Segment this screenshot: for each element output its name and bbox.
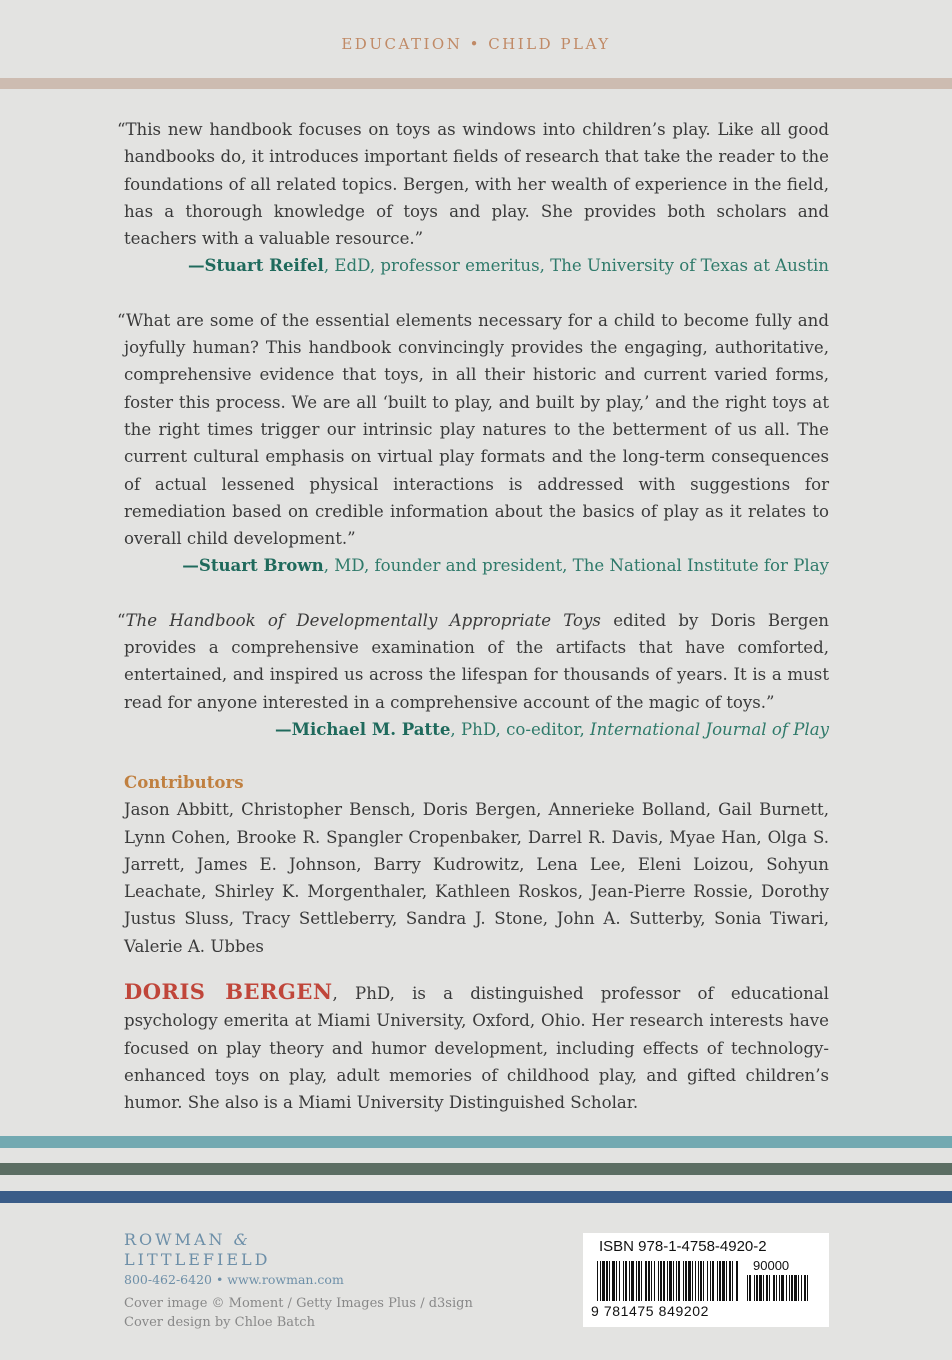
barcode-bar [736, 1261, 738, 1301]
quote-3-open-mark: “ [117, 610, 126, 630]
publisher-line-1: ROWMAN [124, 1230, 226, 1249]
barcode-bar [685, 1261, 687, 1301]
quote-3-book-title: The Handbook of Developmentally Appropriate Toys [125, 610, 601, 630]
barcode-bar [631, 1261, 634, 1301]
barcode-addon-bar [763, 1275, 764, 1301]
barcode-bar [673, 1261, 674, 1301]
barcode-bar [625, 1261, 627, 1301]
barcode-bar [600, 1261, 601, 1301]
category-label: EDUCATION • CHILD PLAY [341, 35, 611, 53]
barcode-graphic [595, 1261, 817, 1305]
barcode-addon-bar [759, 1275, 762, 1301]
barcode-bar [609, 1261, 610, 1301]
barcode-bar [678, 1261, 680, 1301]
barcode-bar [612, 1261, 615, 1301]
author-bio-text: , PhD, is a distinguished professor of educational psychology emerita at Miami University, Oxford, Ohio. Her research interests have focused on play theory and humor development, including effects of technology-enhanced toys on play, adult memories of childhood play, and gifted children’s humor. She also is a Miami University Distinguished Scholar. [124, 984, 829, 1113]
publisher-contact: 800-462-6420 • www.rowman.com [124, 1272, 344, 1287]
quote-3-author: —Michael M. Patte [275, 718, 451, 739]
barcode-addon-bar [807, 1275, 808, 1301]
barcode-digits: 9 781475 849202 [591, 1303, 709, 1319]
barcode-bar [676, 1261, 677, 1301]
barcode-addon-bar [798, 1275, 799, 1301]
barcode-bar [658, 1261, 659, 1301]
barcode-addon-bar [789, 1275, 790, 1301]
quote-1-attribution [124, 252, 829, 279]
top-rule [0, 78, 952, 89]
author-bio [124, 978, 829, 1116]
barcode-addon-bar [794, 1275, 797, 1301]
barcode-bar [688, 1261, 691, 1301]
barcode-bar [602, 1261, 605, 1301]
spacer [124, 280, 829, 307]
barcode-bar [732, 1261, 733, 1301]
barcode-bar [638, 1261, 640, 1301]
quote-2-affiliation: , MD, founder and president, The National Institute for Play [323, 556, 829, 576]
quote-2 [117, 307, 829, 553]
quote-1-text: “This new handbook focuses on toys as windows into children’s play. Like all good handbooks do, it introduces important fields of research that take the reader to the foundations of all related topics. Bergen, with her wealth of experience in the field, has a thorough knowledge of toys and play. She provides both scholars and teachers with a valuable resource.” [117, 120, 829, 249]
barcode-addon-bar [766, 1275, 768, 1301]
barcode-addon-bar [801, 1275, 802, 1301]
spacer [124, 580, 829, 607]
barcode-bar [683, 1261, 684, 1301]
quote-3-body: edited by Doris Bergen provides a comprehensive examination of the artifacts that have comforted, entertained, and inspired us across the lifespan for thousands of years. It is a must read for anyone interested in a comprehensive account of the magic of toys.” [124, 610, 829, 712]
barcode-addon-bar [779, 1275, 780, 1301]
barcode-bar [692, 1261, 693, 1301]
isbn-number: ISBN 978-1-4758-4920-2 [599, 1238, 767, 1255]
contributors-heading: Contributors [124, 772, 244, 793]
quote-1-affiliation: , EdD, professor emeritus, The University of Texas at Austin [323, 256, 829, 276]
quote-3 [117, 607, 829, 716]
publisher-logo [124, 1230, 270, 1270]
barcode-addon-bar [776, 1275, 777, 1301]
barcode-bar [707, 1261, 708, 1301]
barcode-addon-bar [804, 1275, 806, 1301]
publisher-ampersand: & [233, 1230, 251, 1249]
barcode-bar [717, 1261, 718, 1301]
quote-1-author: —Stuart Reifel [187, 255, 324, 276]
quote-2-text: “What are some of the essential elements necessary for a child to become fully and joyfully human? This handbook convincingly provides the engaging, authoritative, comprehensive evidence that toys, in all their historic and current varied forms, foster this process. We are all ‘built to play, and built by play,’ and the right toys at the right times trigger our intrinsic play natures to the betterment of us all. The current cultural emphasis on virtual play formats and the long-term consequences of actual lessened physical interactions is addressed with suggestions for remediation based on credible information about the basics of play as it relates to overall child development.” [117, 310, 829, 549]
cover-design-credit: Cover design by Chloe Batch [124, 1315, 315, 1330]
barcode-addon-bar [769, 1275, 770, 1301]
barcode-bar [719, 1261, 721, 1301]
barcode-box [583, 1233, 829, 1327]
barcode-bar [648, 1261, 650, 1301]
barcode-bar [712, 1261, 714, 1301]
barcode-bar [616, 1261, 617, 1301]
barcode-bar [641, 1261, 642, 1301]
stripe-teal [0, 1136, 952, 1148]
stripe-green [0, 1163, 952, 1175]
quote-3-affiliation: , PhD, co-editor, [450, 719, 591, 739]
barcode-bar [703, 1261, 704, 1301]
barcode-bar [629, 1261, 630, 1301]
barcode-bar [597, 1261, 598, 1301]
barcode-bar [606, 1261, 608, 1301]
stripe-blue [0, 1191, 952, 1203]
barcode-bar [700, 1261, 702, 1301]
barcode-bar [663, 1261, 665, 1301]
publisher-line-2: LITTLEFIELD [124, 1250, 271, 1269]
barcode-addon-bar [749, 1275, 751, 1301]
barcode-addon-bar [747, 1275, 748, 1301]
barcode-bar [660, 1261, 662, 1301]
cover-credits [124, 1294, 473, 1332]
cover-image-credit: Cover image © Moment / Getty Images Plus / d3sign [124, 1296, 473, 1311]
barcode-bar [654, 1261, 655, 1301]
barcode-bar [623, 1261, 624, 1301]
author-name: DORIS BERGEN [124, 979, 333, 1005]
quote-2-attribution [124, 552, 829, 579]
barcode-addon-bar [754, 1275, 755, 1301]
contributors-list: Jason Abbitt, Christopher Bensch, Doris Bergen, Annerieke Bolland, Gail Burnett, Lynn Cohen, Brooke R. Spangler Cropenbaker, Darrel R. Davis, Myae Han, Olga S. Jarrett, James E. Johnson, Barry Kudrowitz, Lena Lee, Eleni Loizou, Sohyun Leachate, Shirley K. Morgenthaler, Kathleen Roskos, Jean-Pierre Rossie, Dorothy Justus Sluss, Tracy Settleberry, Sandra J. Stone, John A. Sutterby, Sonia Tiwari, Valerie A. Ubbes [124, 800, 829, 956]
barcode-addon-bar [773, 1275, 775, 1301]
barcode-addon-bar [781, 1275, 784, 1301]
barcode-bar [667, 1261, 668, 1301]
barcode-bar [651, 1261, 652, 1301]
quote-3-journal: International Journal of Play [590, 719, 829, 739]
barcode-bar [722, 1261, 725, 1301]
barcode-bar [636, 1261, 637, 1301]
barcode-addon-bar [786, 1275, 787, 1301]
barcode-bar [698, 1261, 699, 1301]
barcode-bar [669, 1261, 672, 1301]
quote-3-attribution [124, 716, 829, 743]
barcode-bar [729, 1261, 731, 1301]
barcode-price-code: 90000 [753, 1258, 790, 1273]
barcode-bar [695, 1261, 696, 1301]
quote-2-author: —Stuart Brown [182, 555, 324, 576]
barcode-bar [710, 1261, 711, 1301]
barcode-bar [619, 1261, 620, 1301]
quote-3-text [117, 607, 829, 716]
quote-1 [117, 116, 829, 252]
back-cover-text [117, 116, 829, 1133]
barcode-bar [645, 1261, 647, 1301]
barcode-addon-bar [756, 1275, 758, 1301]
barcode-addon-bar [791, 1275, 793, 1301]
barcode-bar [726, 1261, 727, 1301]
